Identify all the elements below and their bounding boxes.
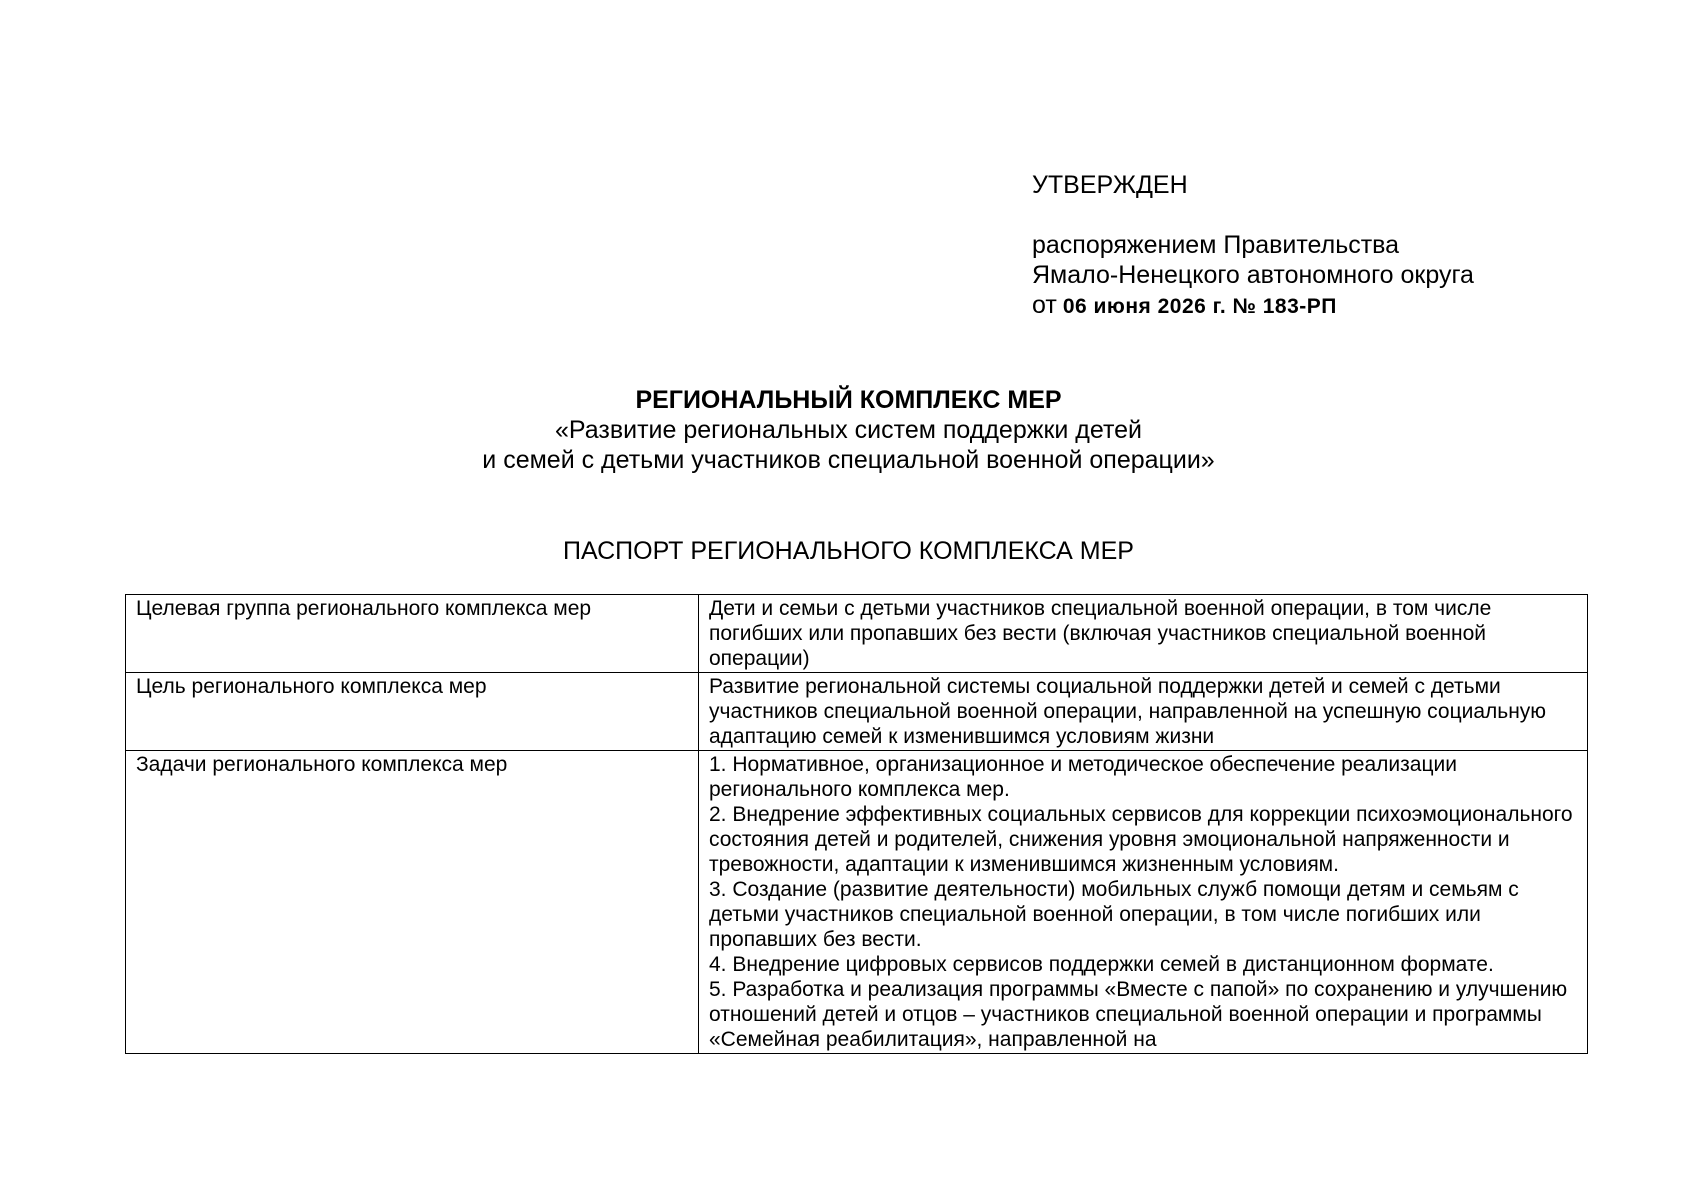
document-title-block	[0, 385, 1697, 475]
document-title: РЕГИОНАЛЬНЫЙ КОМПЛЕКС МЕР	[635, 386, 1062, 414]
row-label: Цель регионального комплекса мер	[126, 673, 699, 751]
row-label: Задачи регионального комплекса мер	[126, 751, 699, 1054]
approval-line-1: распоряжением Правительства	[1032, 231, 1400, 259]
task-item: 4. Внедрение цифровых сервисов поддержки семей в дистанционном формате.	[709, 953, 1494, 976]
task-list	[709, 752, 1577, 1052]
approval-line-2: Ямало-Ненецкого автономного округа	[1032, 261, 1474, 289]
table-row	[126, 751, 1588, 1054]
task-item: 5. Разработка и реализация программы «Вместе с папой» по сохранению и улучшению отношений детей и отцов – участников специальной военной операции и программы «Семейная реабилитация», направленной на	[709, 978, 1568, 1051]
row-value: Развитие региональной системы социальной поддержки детей и семей с детьми участников специальной военной операции, направленной на успешную социальную адаптацию семей к изменившимся условиям жизни	[699, 673, 1588, 751]
task-item: 2. Внедрение эффективных социальных сервисов для коррекции психоэмоционального состояния детей и родителей, снижения уровня эмоциональной напряженности и тревожности, адаптации к изменившимся жизненным условиям.	[709, 803, 1573, 876]
approval-date-value: 06 июня 2026 г. № 183-РП	[1062, 295, 1337, 318]
passport-table	[125, 594, 1588, 1054]
document-subtitle-line-1: «Развитие региональных систем поддержки детей	[555, 416, 1142, 444]
task-item: 3. Создание (развитие деятельности) мобильных служб помощи детям и семьям с детьми участников специальной военной операции, в том числе погибших или пропавших без вести.	[709, 878, 1519, 951]
passport-title: ПАСПОРТ РЕГИОНАЛЬНОГО КОМПЛЕКСА МЕР	[563, 537, 1134, 565]
approval-date-line	[1032, 290, 1592, 322]
approval-date-prefix: от	[1032, 291, 1057, 319]
task-item: 1. Нормативное, организационное и методическое обеспечение реализации регионального комплекса мер.	[709, 753, 1457, 801]
table-row	[126, 673, 1588, 751]
approval-stamp: УТВЕРЖДЕН	[1032, 171, 1188, 199]
row-value	[699, 751, 1588, 1054]
table-row	[126, 595, 1588, 673]
row-value: Дети и семьи с детьми участников специальной военной операции, в том числе погибших или пропавших без вести (включая участников специальной военной операции)	[699, 595, 1588, 673]
approval-block	[1032, 170, 1592, 322]
document-subtitle-line-2: и семей с детьми участников специальной военной операции»	[482, 446, 1215, 474]
row-label: Целевая группа регионального комплекса мер	[126, 595, 699, 673]
